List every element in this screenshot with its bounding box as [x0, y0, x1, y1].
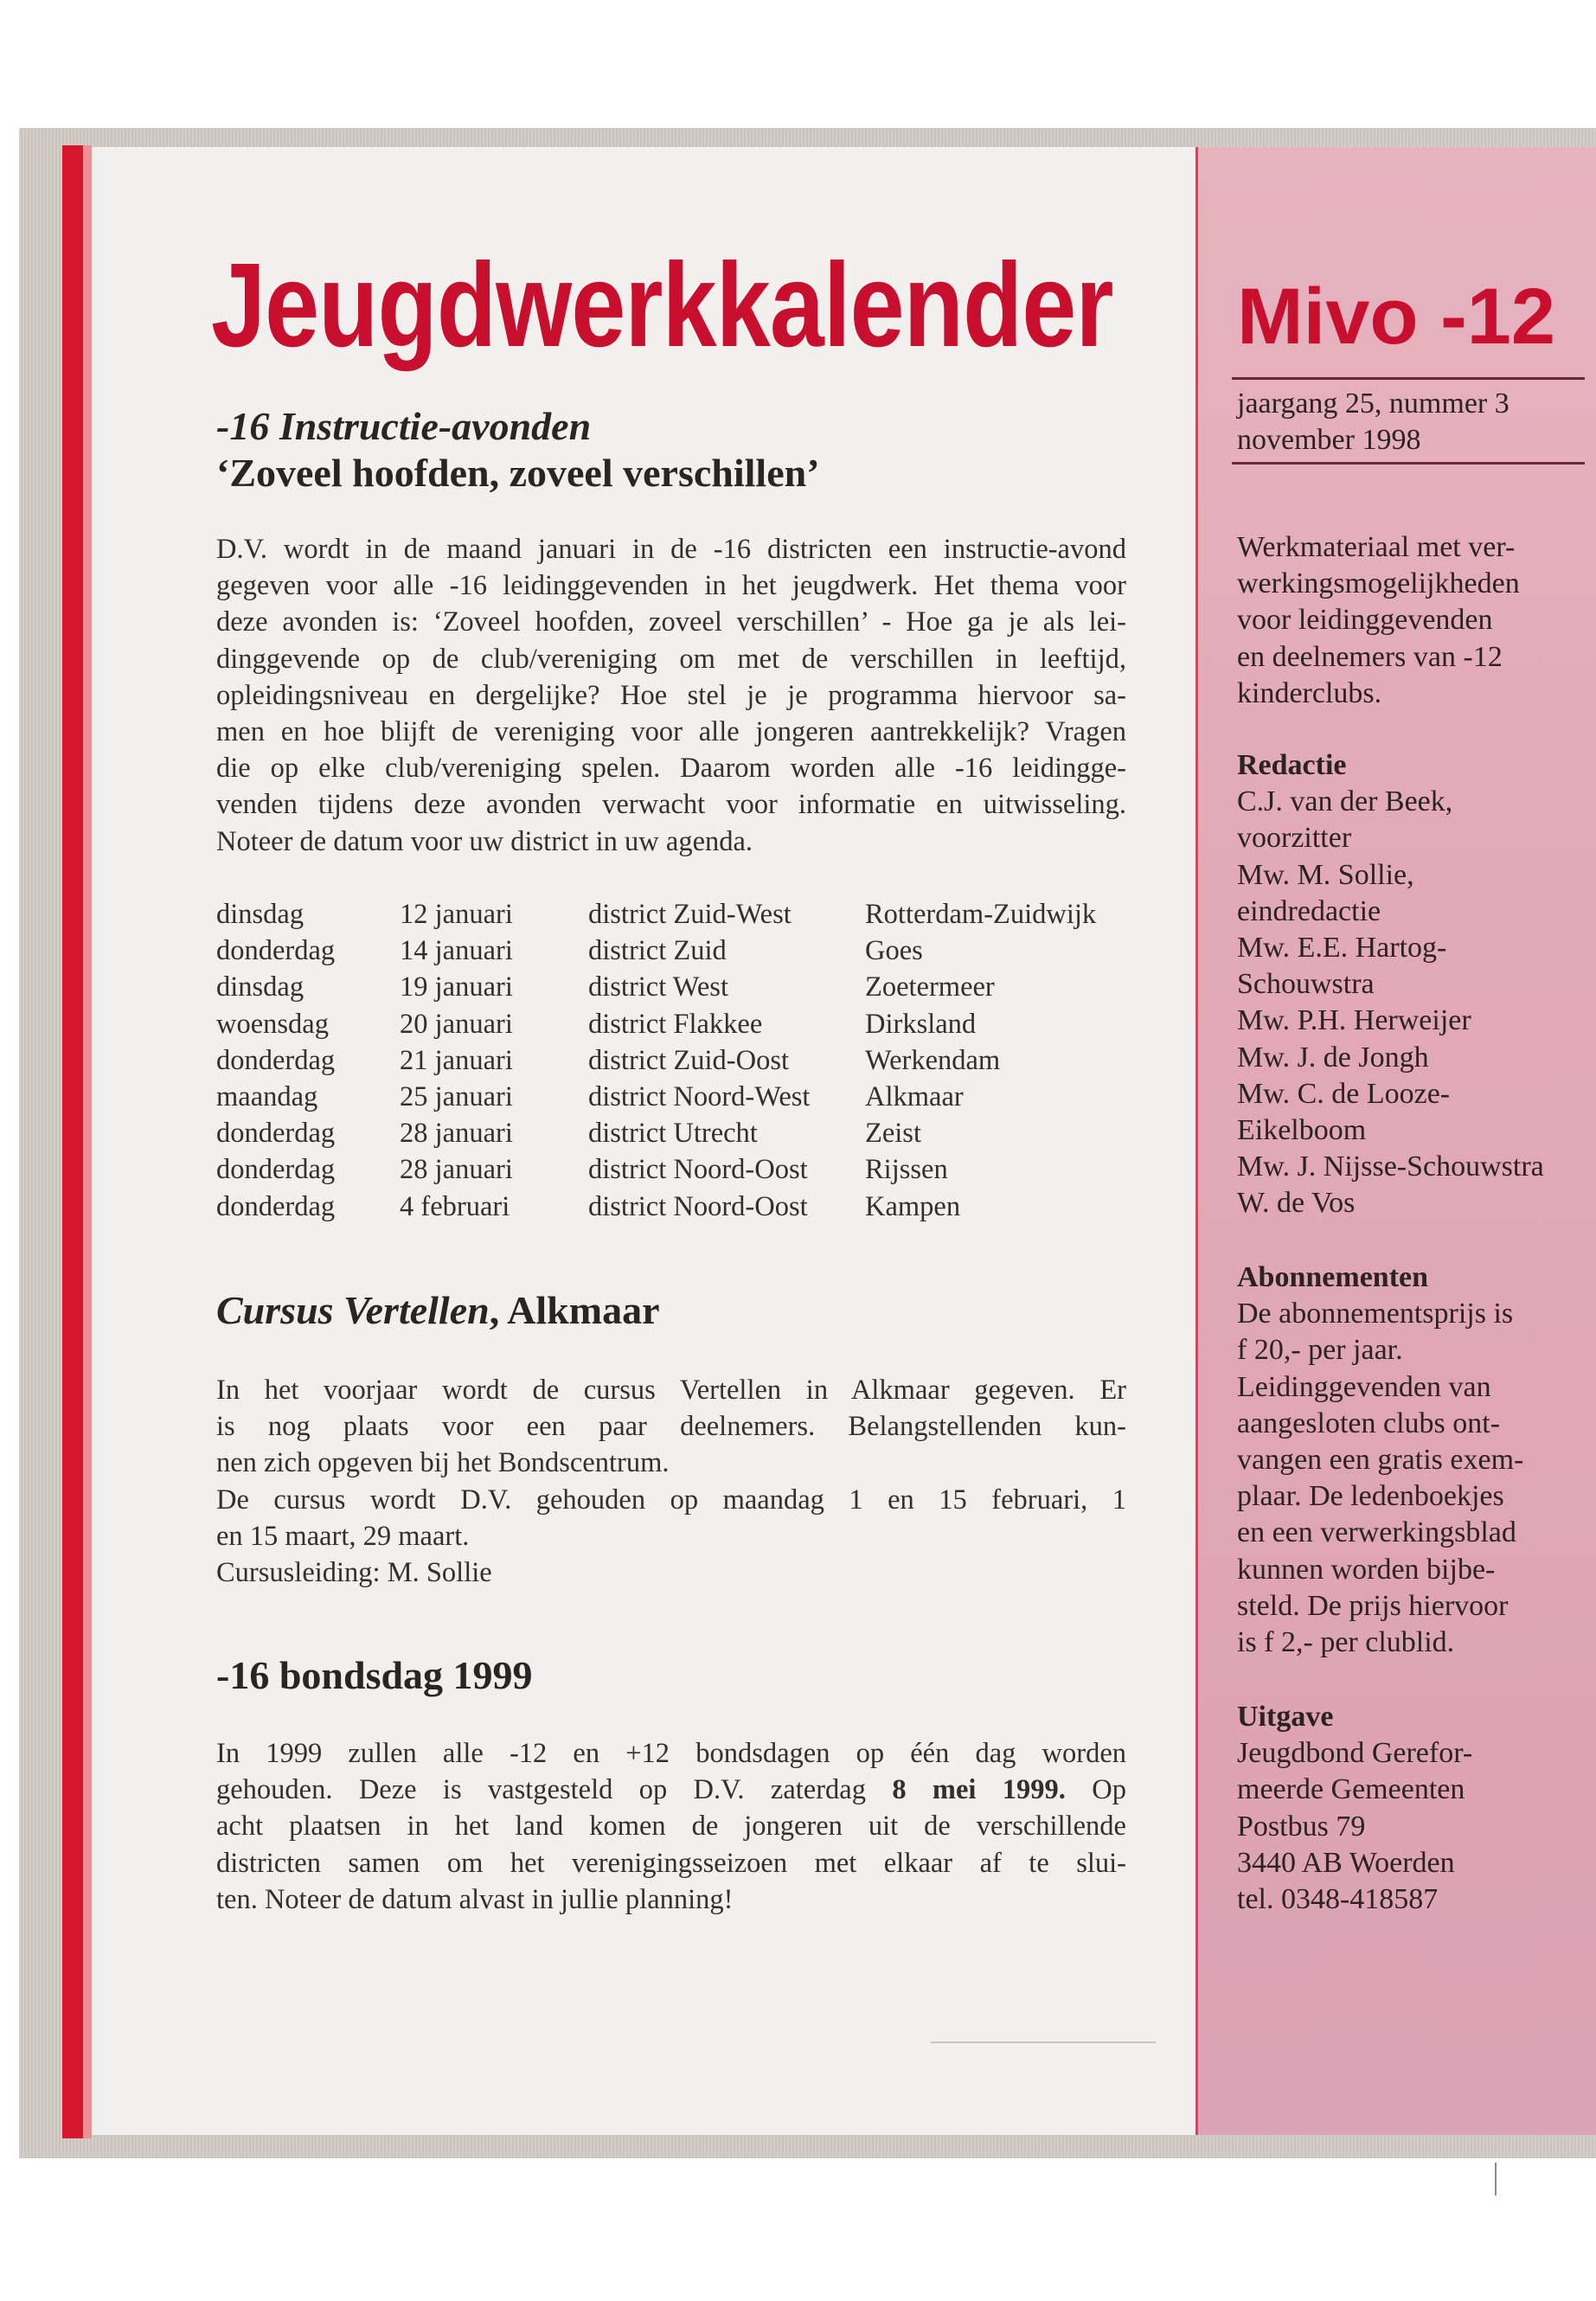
schedule-place: Werkendam [865, 1044, 1001, 1076]
red-page-edge-highlight [83, 145, 92, 2138]
sidebar-line: steld. De prijs hiervoor [1237, 1589, 1509, 1622]
schedule-district: district Zuid-Oost [588, 1044, 789, 1076]
red-page-edge [62, 145, 83, 2138]
schedule-day: donderdag [216, 1190, 336, 1222]
table-row [216, 1151, 1133, 1188]
instructie-subheading: ‘Zoveel hoofden, zoveel verschillen’ [216, 451, 820, 495]
schedule-district: district Zuid [588, 935, 727, 967]
sidebar-line: meerde Gemeenten [1237, 1773, 1465, 1806]
paragraph-line [216, 1772, 1126, 1808]
paragraph-line: districten samen om het verenigingsseizoen met elkaar af te slui- [216, 1847, 1126, 1879]
sidebar-description [1237, 529, 1583, 712]
sidebar-line: Werkmateriaal met ver- [1237, 531, 1516, 563]
table-row [216, 1115, 1133, 1151]
schedule-district: district West [588, 971, 728, 1003]
schedule-date: 25 januari [400, 1081, 513, 1113]
bondsdag-heading: -16 bondsdag 1999 [216, 1653, 533, 1697]
table-row [216, 969, 1133, 1005]
sidebar-line: De abonnementsprijs is [1237, 1298, 1514, 1330]
schedule-day: donderdag [216, 935, 336, 967]
instructie-paragraph [216, 531, 1126, 860]
paragraph-line: nen zich opgeven bij het Bondscentrum. [216, 1447, 670, 1479]
sidebar-line: kunnen worden bijbe- [1237, 1553, 1496, 1586]
sidebar-line: voor leidinggevenden [1237, 604, 1493, 637]
sidebar-line: vangen een gratis exem- [1237, 1444, 1524, 1477]
schedule-district: district Noord-Oost [588, 1154, 808, 1186]
sidebar-line: 3440 AB Woerden [1237, 1846, 1455, 1879]
sidebar-line: eindredactie [1237, 894, 1381, 927]
paragraph-line: opleidingsniveau en dergelijke? Hoe stel je je programma hiervoor sa- [216, 679, 1126, 711]
sidebar-line: Mw. E.E. Hartog- [1237, 932, 1447, 965]
paragraph-line: gegeven voor alle -16 leidinggevenden in het jeugdwerk. Het thema voor [216, 570, 1126, 602]
sidebar-issue-info [1237, 386, 1509, 458]
sidebar-line: Jeugdbond Gerefor- [1237, 1737, 1473, 1770]
sidebar-line: Mw. J. Nijsse-Schouwstra [1237, 1150, 1544, 1183]
schedule-place: Goes [865, 935, 923, 967]
bondsdag-text: Op [1065, 1774, 1126, 1806]
sidebar-line: Schouwstra [1237, 968, 1375, 1001]
schedule-district: district Utrecht [588, 1118, 758, 1150]
sidebar-line: Mw. M. Sollie, [1237, 858, 1414, 891]
schedule-date: 4 februari [400, 1190, 510, 1222]
schedule-date: 12 januari [400, 899, 513, 930]
table-row [216, 1079, 1133, 1115]
sidebar-abonnementen [1237, 1259, 1583, 1661]
sidebar-line: kinderclubs. [1237, 676, 1382, 709]
paragraph-line: men en hoe blijft de vereniging voor alle jongeren aantrekkelijk? Vragen [216, 716, 1126, 748]
cursus-heading [216, 1287, 660, 1334]
redactie-heading: Redactie [1237, 749, 1347, 781]
sidebar-line: en een verwerkingsblad [1237, 1516, 1516, 1549]
table-row [216, 1006, 1133, 1042]
sidebar-title: Mivo -12 [1237, 272, 1556, 361]
table-row [216, 1042, 1133, 1079]
sidebar-line: Postbus 79 [1237, 1810, 1366, 1843]
bondsdag-date: 8 mei 1999. [892, 1774, 1066, 1806]
sidebar-line: C.J. van der Beek, [1237, 785, 1453, 818]
sidebar-line: Mw. J. de Jongh [1237, 1041, 1429, 1074]
paragraph-line: Noteer de datum voor uw district in uw agenda. [216, 825, 753, 857]
sidebar-uitgave [1237, 1699, 1583, 1918]
paragraph-line: venden tijdens deze avonden verwacht voor informatie en uitwisseling. [216, 789, 1126, 821]
instructie-heading: -16 Instructie-avonden [216, 404, 592, 448]
schedule-day: dinsdag [216, 971, 304, 1003]
schedule-district: district Zuid-West [588, 899, 792, 930]
sidebar-line: werkingsmogelijkheden [1237, 567, 1520, 600]
schedule-district: district Flakkee [588, 1008, 763, 1040]
schedule-date: 28 januari [400, 1154, 513, 1186]
abonnementen-heading: Abonnementen [1237, 1261, 1429, 1293]
sidebar-issue: jaargang 25, nummer 3 [1237, 388, 1509, 420]
paragraph-line: is nog plaats voor een paar deelnemers. Belangstellenden kun- [216, 1411, 1126, 1443]
sidebar-line: Mw. C. de Looze- [1237, 1077, 1451, 1110]
schedule-table [216, 896, 1133, 1225]
schedule-place: Kampen [865, 1190, 961, 1222]
cursus-heading-italic: Cursus Vertellen [216, 1288, 490, 1332]
schedule-date: 28 januari [400, 1118, 513, 1150]
schedule-date: 19 januari [400, 971, 513, 1003]
bondsdag-text: gehouden. Deze is vastgesteld op D.V. zaterdag [216, 1774, 893, 1806]
paragraph-line: en 15 maart, 29 maart. [216, 1520, 470, 1552]
paragraph-line: ten. Noteer de datum alvast in jullie planning! [216, 1883, 734, 1915]
sidebar-date: november 1998 [1237, 424, 1421, 456]
table-row [216, 933, 1133, 969]
table-row [216, 1189, 1133, 1225]
paragraph-line: In het voorjaar wordt de cursus Vertellen in Alkmaar gegeven. Er [216, 1375, 1126, 1406]
schedule-place: Rotterdam-Zuidwijk [865, 899, 1097, 930]
sidebar-line: en deelnemers van -12 [1237, 640, 1503, 673]
paragraph-line: In 1999 zullen alle -12 en +12 bondsdagen op één dag worden [216, 1738, 1126, 1769]
sidebar-line: Mw. P.H. Herweijer [1237, 1004, 1471, 1037]
schedule-place: Zoetermeer [865, 971, 995, 1003]
footer-rule [931, 2041, 1156, 2043]
schedule-day: donderdag [216, 1044, 336, 1076]
schedule-place: Alkmaar [865, 1081, 964, 1113]
sidebar-line: tel. 0348-418587 [1237, 1883, 1439, 1916]
schedule-day: woensdag [216, 1008, 329, 1040]
sidebar-line: W. de Vos [1237, 1187, 1356, 1220]
schedule-day: maandag [216, 1081, 318, 1113]
schedule-date: 20 januari [400, 1008, 513, 1040]
sidebar-line: f 20,- per jaar. [1237, 1334, 1403, 1367]
sidebar-line: is f 2,- per clublid. [1237, 1626, 1455, 1659]
schedule-date: 14 januari [400, 935, 513, 967]
paragraph-line: D.V. wordt in de maand januari in de -16 districten een instructie-avond [216, 534, 1126, 565]
paragraph-line: De cursus wordt D.V. gehouden op maandag 1 en 15 februari, 1 [216, 1484, 1126, 1516]
sidebar-line: voorzitter [1237, 822, 1352, 855]
schedule-district: district Noord-Oost [588, 1190, 808, 1222]
sidebar-redactie [1237, 747, 1583, 1222]
schedule-day: donderdag [216, 1154, 336, 1186]
table-row [216, 896, 1133, 933]
paragraph-line: die op elke club/vereniging spelen. Daarom worden alle -16 leidingge- [216, 753, 1126, 785]
masthead-title: Jeugdwerkkalender [211, 239, 1113, 372]
paragraph-line: Cursusleiding: M. Sollie [216, 1557, 492, 1589]
paragraph-line: dinggevende op de club/vereniging om met de verschillen in leeftijd, [216, 643, 1126, 675]
sidebar-line: plaar. De ledenboekjes [1237, 1480, 1504, 1513]
schedule-district: district Noord-West [588, 1081, 811, 1113]
paragraph-line: deze avonden is: ‘Zoveel hoofden, zoveel verschillen’ - Hoe ga je als lei- [216, 606, 1126, 638]
schedule-place: Dirksland [865, 1008, 977, 1040]
cursus-paragraph [216, 1372, 1126, 1591]
schedule-day: donderdag [216, 1118, 336, 1150]
schedule-place: Zeist [865, 1118, 921, 1150]
sidebar-line: Eikelboom [1237, 1114, 1367, 1147]
paragraph-line: acht plaatsen in het land komen de jongeren uit de verschillende [216, 1811, 1126, 1843]
schedule-place: Rijssen [865, 1154, 948, 1186]
uitgave-heading: Uitgave [1237, 1701, 1334, 1733]
sidebar-rule-bottom [1232, 462, 1585, 465]
sidebar-line: aangesloten clubs ont- [1237, 1407, 1501, 1439]
cursus-heading-location: , Alkmaar [489, 1288, 660, 1332]
sidebar-line: Leidinggevenden van [1237, 1370, 1491, 1403]
schedule-day: dinsdag [216, 899, 304, 930]
schedule-date: 21 januari [400, 1044, 513, 1076]
bondsdag-paragraph [216, 1735, 1126, 1918]
sidebar-rule-top [1232, 377, 1585, 380]
scan-tick-mark [1495, 2163, 1497, 2195]
